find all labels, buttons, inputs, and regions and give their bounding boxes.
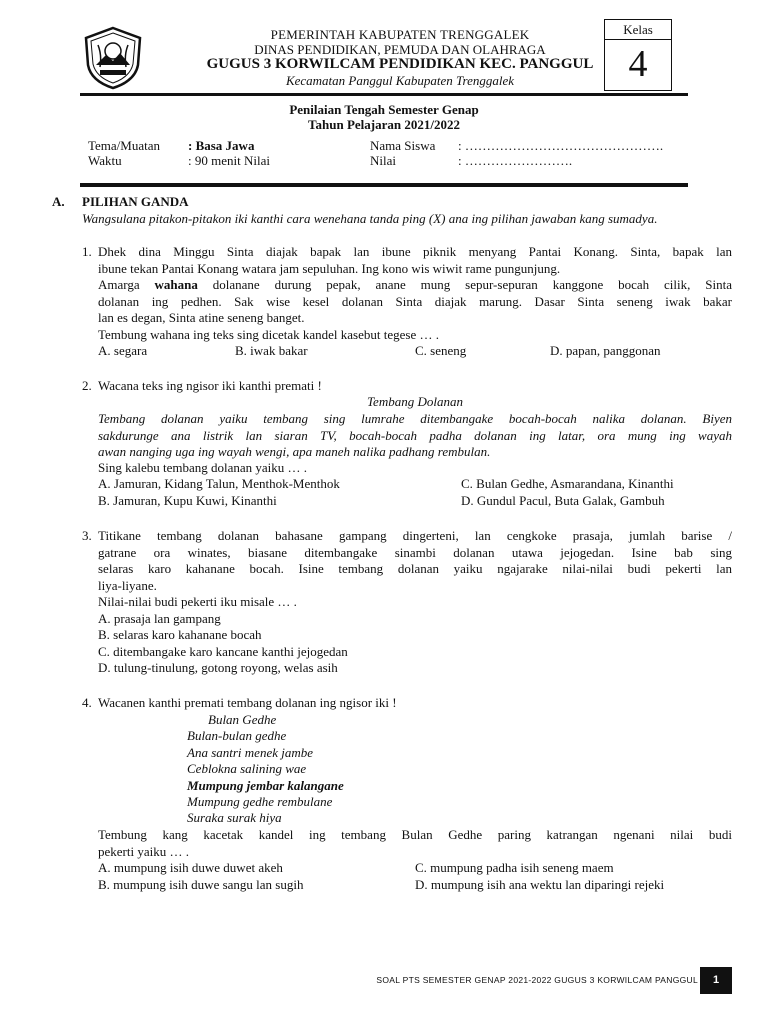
q2-line: Tembang dolanan yaiku tembang sing lumrahe ditembangake bocah-bocah nalika dolanan. Biyen	[98, 411, 732, 426]
nama-value: : ……………………………………….	[458, 138, 664, 153]
q3-line: Titikane tembang dolanan bahasane gampang dingerteni, lan cengkoke prasaja, jumlah barise /	[98, 528, 732, 543]
q4-option-d[interactable]: D. mumpung isih ana wektu lan diparingi rejeki	[415, 877, 665, 892]
q1-option-b[interactable]: B. iwak bakar	[235, 343, 308, 358]
q1-line: Dhek dina Minggu Sinta diajak bapak lan ibune piknik menyang Pantai Konang. Sinta, bapak lan	[98, 244, 732, 259]
q3-line: liya-liyane.	[98, 577, 157, 593]
q2-option-a[interactable]: A. Jamuran, Kidang Talun, Menthok-Menthok	[98, 476, 340, 491]
poem-title: Bulan Gedhe	[208, 712, 277, 727]
poem-line: Bulan-bulan gedhe	[187, 728, 287, 743]
header-kecamatan: Kecamatan Panggul Kabupaten Trenggalek	[285, 73, 515, 88]
poem-line: Ana santri menek jambe	[187, 745, 314, 760]
header-gugus: GUGUS 3 KORWILCAM PENDIDIKAN KEC. PANGGUL	[206, 56, 594, 72]
page-number: 1	[700, 967, 732, 994]
poem-line: Suraka surak hiya	[187, 810, 282, 825]
tema-value: : Basa Jawa	[188, 138, 255, 153]
q2-option-b[interactable]: B. Jamuran, Kupu Kuwi, Kinanthi	[98, 493, 277, 508]
q4-intro: Wacanen kanthi premati tembang dolanan ing ngisor iki !	[98, 695, 397, 710]
q2-passage	[98, 411, 732, 461]
q2-option-d[interactable]: D. Gundul Pacul, Buta Galak, Gambuh	[461, 493, 665, 508]
q3-option-d[interactable]: D. tulung-tinulung, gotong royong, welas asih	[98, 660, 338, 675]
q4-number: 4.	[82, 695, 92, 710]
q2-option-c[interactable]: C. Bulan Gedhe, Asmarandana, Kinanthi	[461, 476, 674, 491]
q2-line: awan nanging uga ing wayah wengi, apa maneh nalika padhang rembulan.	[98, 444, 491, 459]
q4-option-c[interactable]: C. mumpung padha isih seneng maem	[415, 860, 614, 875]
q3-option-a[interactable]: A. prasaja lan gampang	[98, 611, 221, 626]
nama-label: Nama Siswa	[370, 138, 436, 153]
tema-label: Tema/Muatan	[88, 138, 161, 153]
kelas-label: Kelas	[605, 20, 671, 40]
q1-text: dolanane durung pepak, anane mung sepur-sepuran kanggone bocah cilik, Sinta	[197, 277, 733, 292]
q4-question-line: pekerti yaiku … .	[98, 843, 189, 859]
q1-bold-word: wahana	[154, 277, 198, 292]
poem-line: Mumpung gedhe rembulane	[187, 794, 333, 809]
q3-option-c[interactable]: C. ditembangake karo kancane kanthi jejogedan	[98, 644, 348, 659]
exam-year: Tahun Pelajaran 2021/2022	[308, 117, 460, 132]
regency-emblem-icon	[80, 25, 146, 91]
q3-line: gatrane ora winates, biasane ditembangake sinambi dolanan utawa jejogedan. Isine bab sing	[98, 544, 732, 560]
header-dept: DINAS PENDIDIKAN, PEMUDA DAN OLAHRAGA	[254, 42, 546, 57]
q1-option-d[interactable]: D. papan, panggonan	[550, 343, 661, 358]
q4-question-line: Tembung kang kacetak kandel ing tembang Bulan Gedhe paring katrangan ngenani nilai budi	[98, 827, 732, 842]
q1-number: 1.	[82, 244, 92, 259]
waktu-value: : 90 menit Nilai	[188, 153, 270, 168]
header-gov: PEMERINTAH KABUPATEN TRENGGALEK	[270, 27, 530, 42]
instruction: Wangsulana pitakon-pitakon iki kanthi cara wenehana tanda ping (X) ana ing pilihan jawaban kang sumadya.	[82, 211, 658, 226]
q2-number: 2.	[82, 378, 92, 393]
poem-line-bold: Mumpung jembar kalangane	[187, 778, 344, 793]
q3-option-b[interactable]: B. selaras karo kahanane bocah	[98, 627, 262, 642]
q3-question: Nilai-nilai budi pekerti iku misale … .	[98, 594, 297, 609]
kelas-box	[604, 19, 672, 91]
q2-intro: Wacana teks ing ngisor iki kanthi premati !	[98, 378, 322, 393]
q1-passage	[98, 244, 732, 343]
q3-line: selaras karo kahanane bocah. Isine tembang dolanan yaiku ngajarake nilai-nilai budi pekerti lan	[98, 561, 732, 576]
q1-line: lan es degan, Sinta atine seneng banget.	[98, 310, 305, 325]
q1-option-a[interactable]: A. segara	[98, 343, 148, 358]
nilai-value: : …………………….	[458, 153, 573, 168]
q1-line: dolanan ing pedhen. Sak wise kesel dolanan Sinta diajak marung. Dasar Sinta seneng iwak bakar	[98, 293, 732, 309]
nilai-label: Nilai	[370, 153, 396, 168]
q2-line: sakdurunge ana listrik lan siaran TV, bocah-bocah padha dolanan ing latar, ora mung ing wayah	[98, 427, 732, 443]
q1-question: Tembung wahana ing teks sing dicetak kandel kasebut tegese … .	[98, 326, 439, 342]
q4-question	[98, 827, 732, 860]
q2-question: Sing kalebu tembang dolanan yaiku … .	[98, 460, 308, 475]
waktu-label: Waktu	[88, 153, 122, 168]
exam-title: Penilaian Tengah Semester Genap	[289, 102, 479, 117]
footer-text: SOAL PTS SEMESTER GENAP 2021-2022 GUGUS 3 KORWILCAM PANGGUL	[376, 975, 698, 985]
meta-rule	[80, 183, 688, 187]
q1-option-c[interactable]: C. seneng	[415, 343, 467, 358]
kelas-value: 4	[628, 43, 648, 85]
section-letter: A.	[52, 194, 65, 209]
q1-line: ibune tekan Pantai Konang watara jam sepuluhan. Ing kono wis wiwit rame pungunjung.	[98, 260, 561, 276]
q1-line	[98, 277, 732, 294]
poem-line: Ceblokna salining wae	[187, 761, 307, 776]
header-rule	[80, 93, 688, 96]
q4-option-a[interactable]: A. mumpung isih duwe duwet akeh	[98, 860, 283, 875]
q3-number: 3.	[82, 528, 92, 543]
q4-option-b[interactable]: B. mumpung isih duwe sangu lan sugih	[98, 877, 304, 892]
q2-subtitle: Tembang Dolanan	[367, 394, 463, 409]
section-title: PILIHAN GANDA	[82, 194, 189, 209]
q3-passage	[98, 528, 732, 611]
q1-text: Amarga	[98, 277, 155, 292]
